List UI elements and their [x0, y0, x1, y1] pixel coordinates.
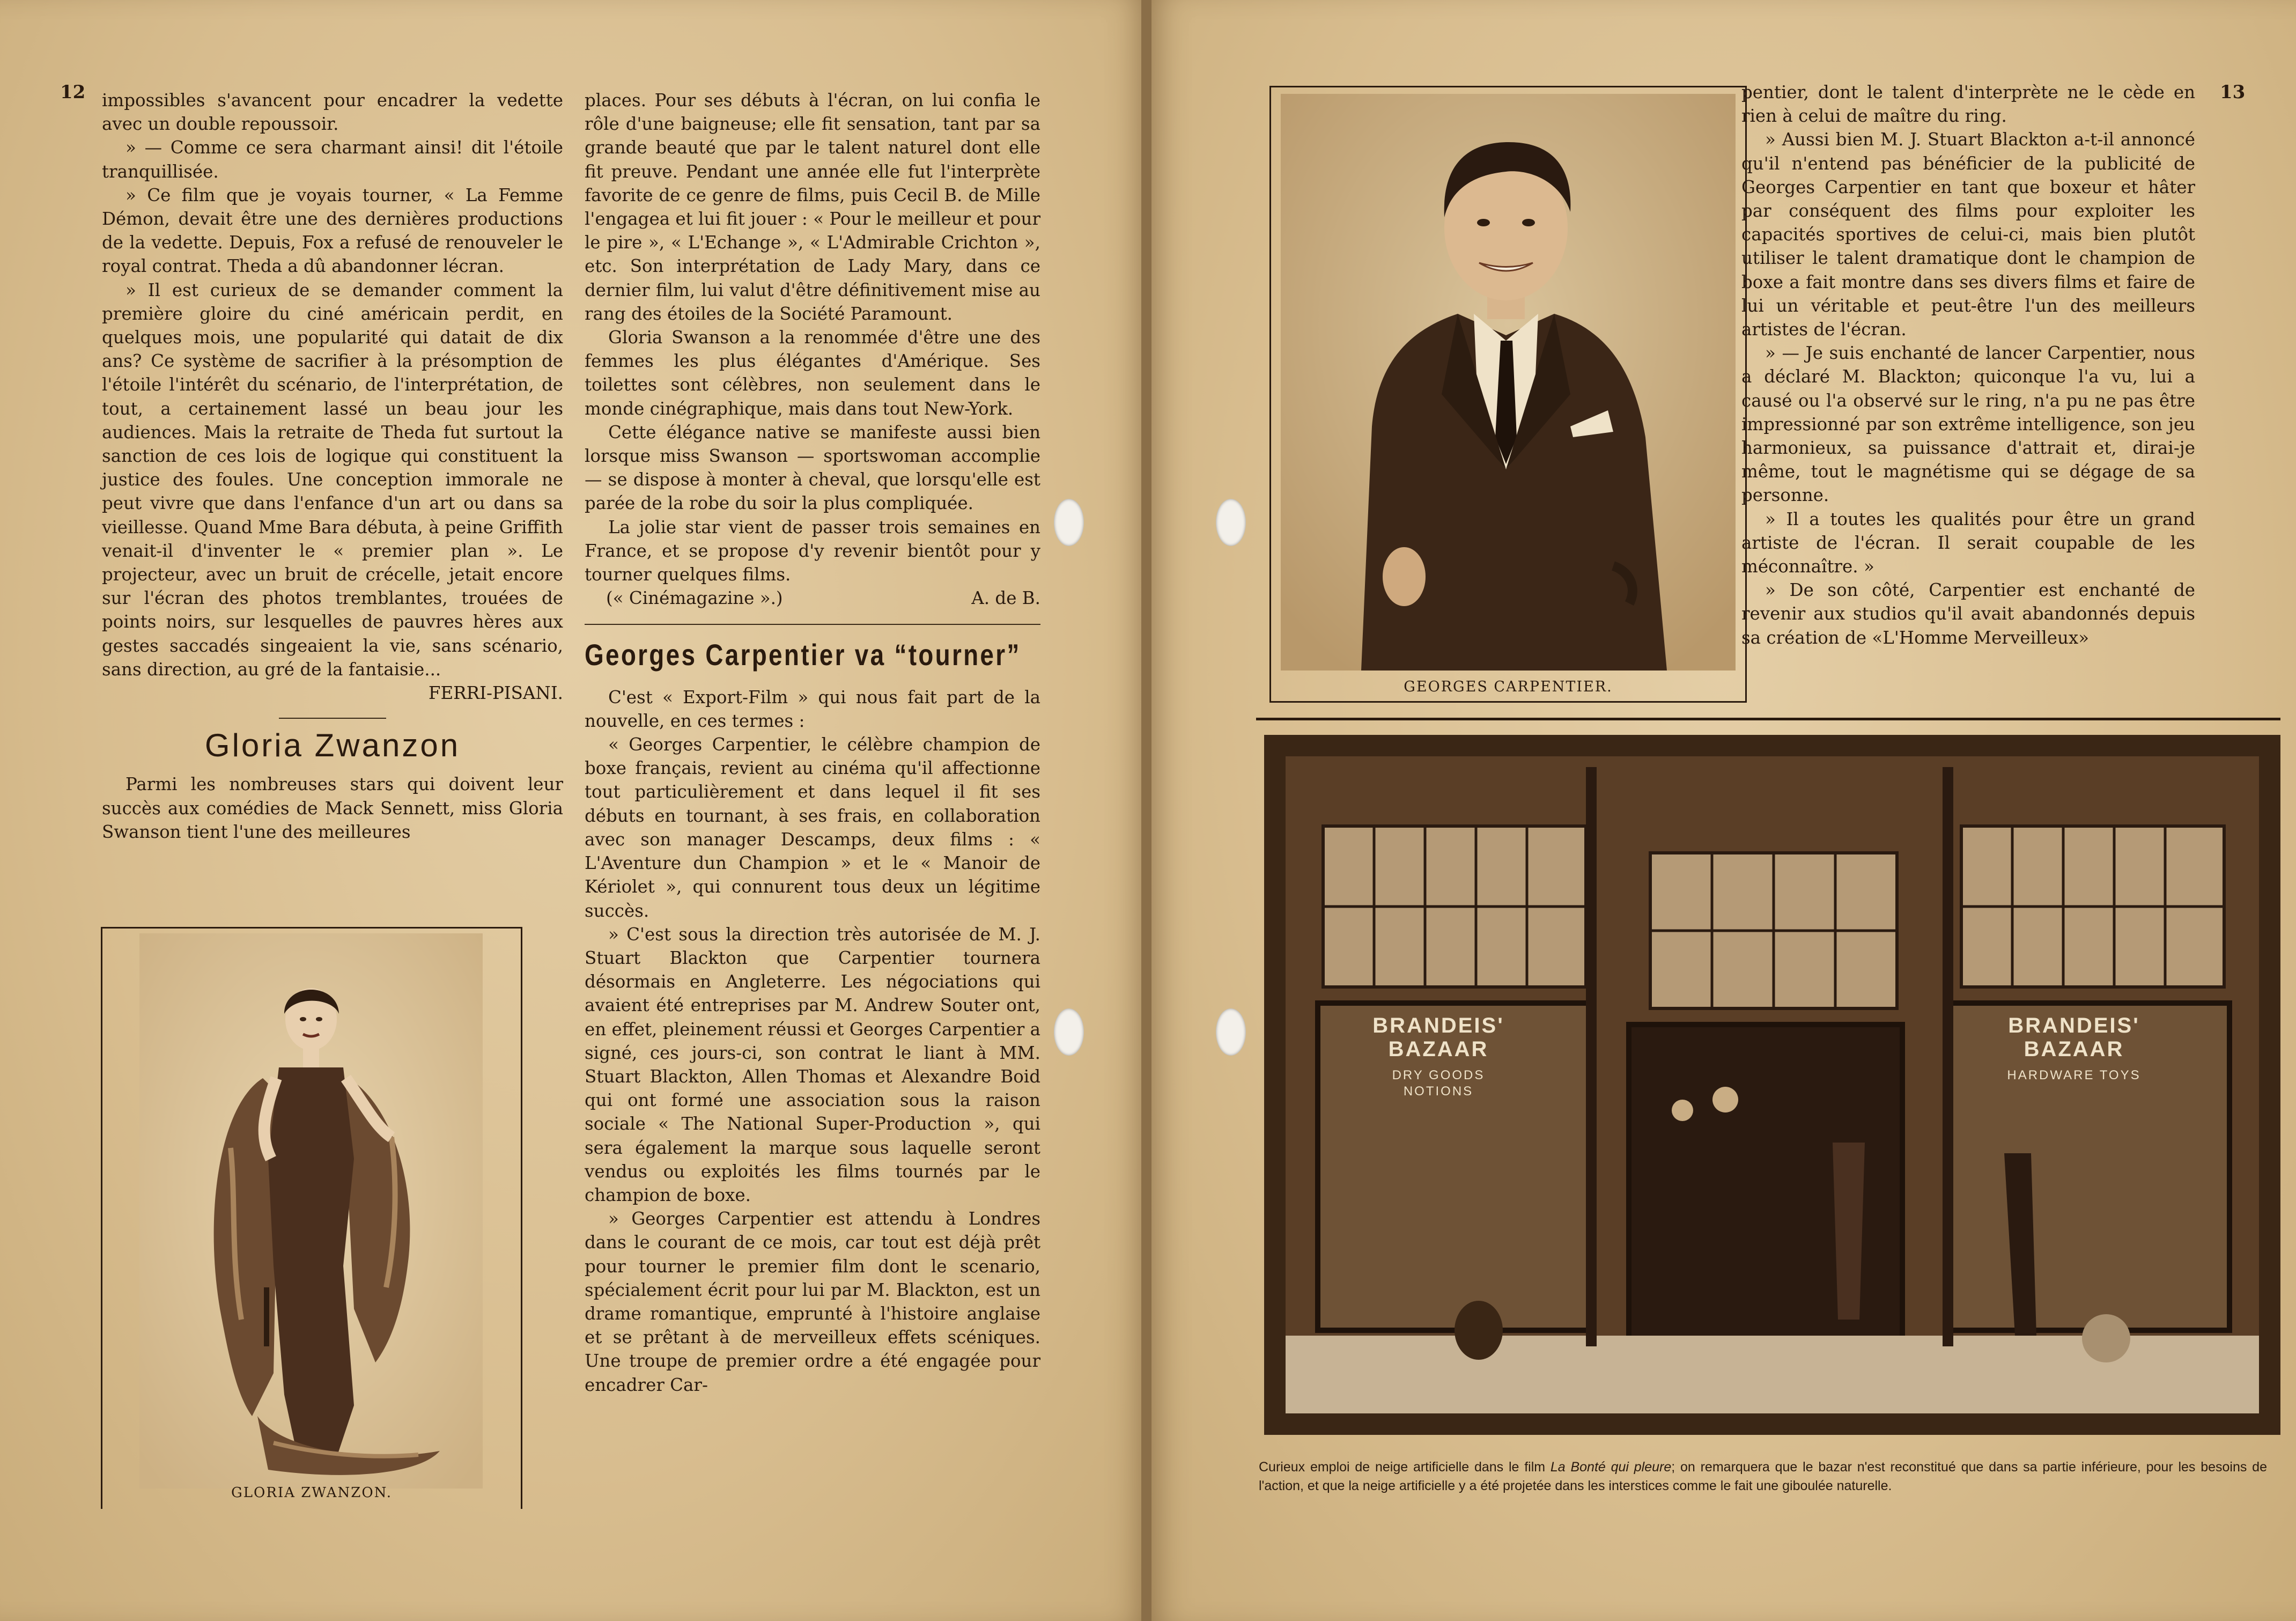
left-column-1: [102, 89, 563, 844]
horizontal-rule: [1256, 718, 2280, 720]
paragraph: Gloria Swanson a la renommée d'être une des femmes les plus élégantes d'Amérique. Ses toilettes sont célèbres, non seulement dans le monde cinégraphique, mais dans tout New-York.: [585, 327, 1040, 419]
paragraph: « Georges Carpentier, le célèbre champion de boxe français, revient au cinéma qu'il affectionne tout particulièrement et dans lequel il fit ses débuts en tournant, à ses frais, en collaboration avec son manager Descamps, deux films : « L'Aventure dun Champion » et le « Manoir de Kériolet », qui connurent tous deux un légitime succès.: [585, 734, 1040, 921]
paragraph: » De son côté, Carpentier est enchanté de revenir aux studios qu'il avait abandonnés depuis sa création de «L'Homme Merveilleux»: [1741, 580, 2195, 648]
paragraph: » Il est curieux de se demander comment la première gloire du ciné américain perdit, en quelques mois, une popularité qui datait de dix ans? Ce système de sacrifier à la présomption de l'étoile l'intérêt du scénario, de l'interprétation, de tout, a certainement lassé un beau jour les audiences. Mais la retraite de Theda fut surtout la sanction de ces lois de logique qui constituent la justice des foules. Une conception immorale ne peut vivre que dans l'enfance d'un art ou dans sa vieillesse. Quand Mme Bara débuta, à peine Griffith venait-il d'inventer le « premier plan ». Le projecteur, avec un bruit de crécelle, jetait encore sur l'écran des photos tremblantes, trouées de points noirs, sur lesquelles de pauvres hères aux gestes saccadés singeaient la vie, sans scénario, sans direction, au gré de la fantaisie...: [102, 279, 563, 680]
paragraph: » — Je suis enchanté de lancer Carpentier, nous a déclaré M. Blackton; quiconque l'a vu, lui a causé ou l'a observé sur le ring, n'a pu ne pas être impressionné par son extrême intelligence, son jeu harmonieux, sa puissance d'attrait et, dirai-je même, tout le magnétisme qui se dégage de sa personne.: [1741, 343, 2195, 506]
frame-line: [101, 927, 522, 929]
binder-hole: [1216, 1008, 1246, 1056]
paragraph: » Aussi bien M. J. Stuart Blackton a-t-il annoncé qu'il n'entend pas bénéficier de la publicité de Georges Carpentier en tant que boxeur et hâter par conséquent des films pour exploiter les capacités sportives de celui-ci, mais bien plutôt utiliser le talent dramatique dont le champion de boxe a fait montre dans ses divers films et faire de lui un véritable et peut-être l'un des meilleurs artistes de l'écran.: [1741, 129, 2195, 340]
carpentier-photo-caption: GEORGES CARPENTIER.: [1404, 679, 1613, 695]
right-column: [1741, 80, 2195, 650]
paragraph: » Ce film que je voyais tourner, « La Femme Démon, devait être une des dernières productions de la vedette. Depuis, Fox a refusé de renouveler le royal contrat. Theda a dû abandonner lécran.: [102, 185, 563, 277]
source-cinemagazine: (« Cinémagazine ».): [606, 588, 783, 609]
right-page: [1151, 0, 2296, 1621]
paragraph: » Il a toutes les qualités pour être un grand artiste de l'écran. Il serait coupable de les méconnaître. »: [1741, 509, 2195, 577]
paragraph: » Georges Carpentier est attendu à Londres dans le courant de ce mois, car tout est déjà prêt pour tourner le premier film dont le scenario, spécialement écrit pour lui par M. Blackton, est un drame romantique, emprunté à l'histoire anglaise et se prêtant à de merveilleux effets scéniques. Une troupe de premier ordre a été engagée pour encadrer Car-: [585, 1209, 1040, 1395]
left-shop-subsign: DRY GOODS NOTIONS: [1392, 1068, 1485, 1099]
gloria-photo-frame: [101, 927, 525, 1509]
source-row: [585, 586, 1040, 610]
carpentier-heading: Georges Carpentier va “tourner”: [585, 638, 1021, 672]
bazaar-photo-frame: [1264, 735, 2280, 1435]
left-column-2: [585, 89, 1040, 1397]
section-divider: [279, 718, 386, 719]
paragraph: » C'est sous la direction très autorisée de M. J. Stuart Blackton que Carpentier tournera désormais en Angleterre. Les négociations qui avaient été entreprises par M. Andrew Souter ont, en effet, pleinement réussi et Georges Carpentier a signé, ces jours-ci, son contrat le liant à MM. Stuart Blackton, Allen Thomas et Alexandre Boid qui ont formé une association sous la raison sociale « The National Super-Production », qui sera également la marque sous laquelle seront vendus ou exploités les films tournés par le champion de boxe.: [585, 924, 1040, 1205]
page-number-right: 13: [2220, 82, 2246, 103]
signature-a-de-b: A. de B.: [971, 588, 1040, 609]
page-number-left: 12: [60, 82, 86, 103]
gloria-intro: Parmi les nombreuses stars qui doivent leur succès aux comédies de Mack Sennett, miss Gloria Swanson tient l'une des meilleures: [102, 774, 563, 842]
georges-carpentier-photo: [1281, 94, 1736, 670]
paragraph: impossibles s'avancent pour encadrer la vedette avec un double repoussoir.: [102, 90, 563, 135]
paragraph: pentier, dont le talent d'interprète ne le cède en rien à celui de maître du ring.: [1741, 82, 2195, 127]
paragraph: Cette élégance native se manifeste aussi bien lorsque miss Swanson — sportswoman accomplie — se dispose à monter à cheval, que lorsqu'elle est parée de la robe du soir la plus compliquée.: [585, 422, 1040, 514]
gloria-swanson-photo: [139, 933, 483, 1489]
paragraph: places. Pour ses débuts à l'écran, on lui confia le rôle d'une baigneuse; elle fit sensation, tant par sa grande beauté que par le talent naturel dont elle fit preuve. Pendant une année elle fut l'interprète favorite de ce genre de films, puis Cecil B. de Mille l'engagea et lui fit jouer : « Pour le meilleur et pour le pire », « L'Echange », « L'Admirable Crichton », etc. Son interprétation de Lady Mary, dans ce dernier film, lui valut d'être définitivement mise au rang des étoiles de la Société Paramount.: [585, 90, 1040, 324]
left-page: [0, 0, 1145, 1621]
carpentier-photo-frame: [1269, 86, 1747, 703]
right-shop-sign: BRANDEIS' BAZAAR: [2008, 1014, 2140, 1061]
frame-line: [521, 927, 522, 1509]
signature-ferri-pisani: FERRI-PISANI.: [428, 683, 563, 704]
bazaar-photo-caption: [1259, 1458, 2267, 1495]
caption-text: ; on remarquera que le bazar n'est reconstitué que dans sa partie inférieure, pour les besoins de l'action, et que la neige artificielle y a été projetée dans les interstices comme le fait une giboulée naturelle.: [1259, 1460, 2267, 1493]
binder-hole: [1054, 1008, 1084, 1056]
film-title: La Bonté qui pleure: [1550, 1460, 1672, 1475]
paragraph: » — Comme ce sera charmant ainsi! dit l'étoile tranquillisée.: [102, 137, 563, 182]
section-divider: [585, 624, 1040, 625]
frame-line: [101, 927, 102, 1509]
binder-hole: [1054, 499, 1084, 546]
right-shop-subsign: HARDWARE TOYS: [2007, 1068, 2141, 1082]
gloria-photo-caption: GLORIA ZWANZON.: [231, 1485, 392, 1501]
paragraph: La jolie star vient de passer trois semaines en France, et se propose d'y revenir bientôt pour y tourner quelques films.: [585, 517, 1040, 585]
caption-text: Curieux emploi de neige artificielle dans le film: [1259, 1460, 1551, 1475]
left-shop-sign: BRANDEIS' BAZAAR: [1372, 1014, 1504, 1061]
paragraph: C'est « Export-Film » qui nous fait part de la nouvelle, en ces termes :: [585, 687, 1040, 731]
gloria-heading: Gloria Zwanzon: [204, 727, 461, 764]
binder-hole: [1216, 499, 1246, 546]
